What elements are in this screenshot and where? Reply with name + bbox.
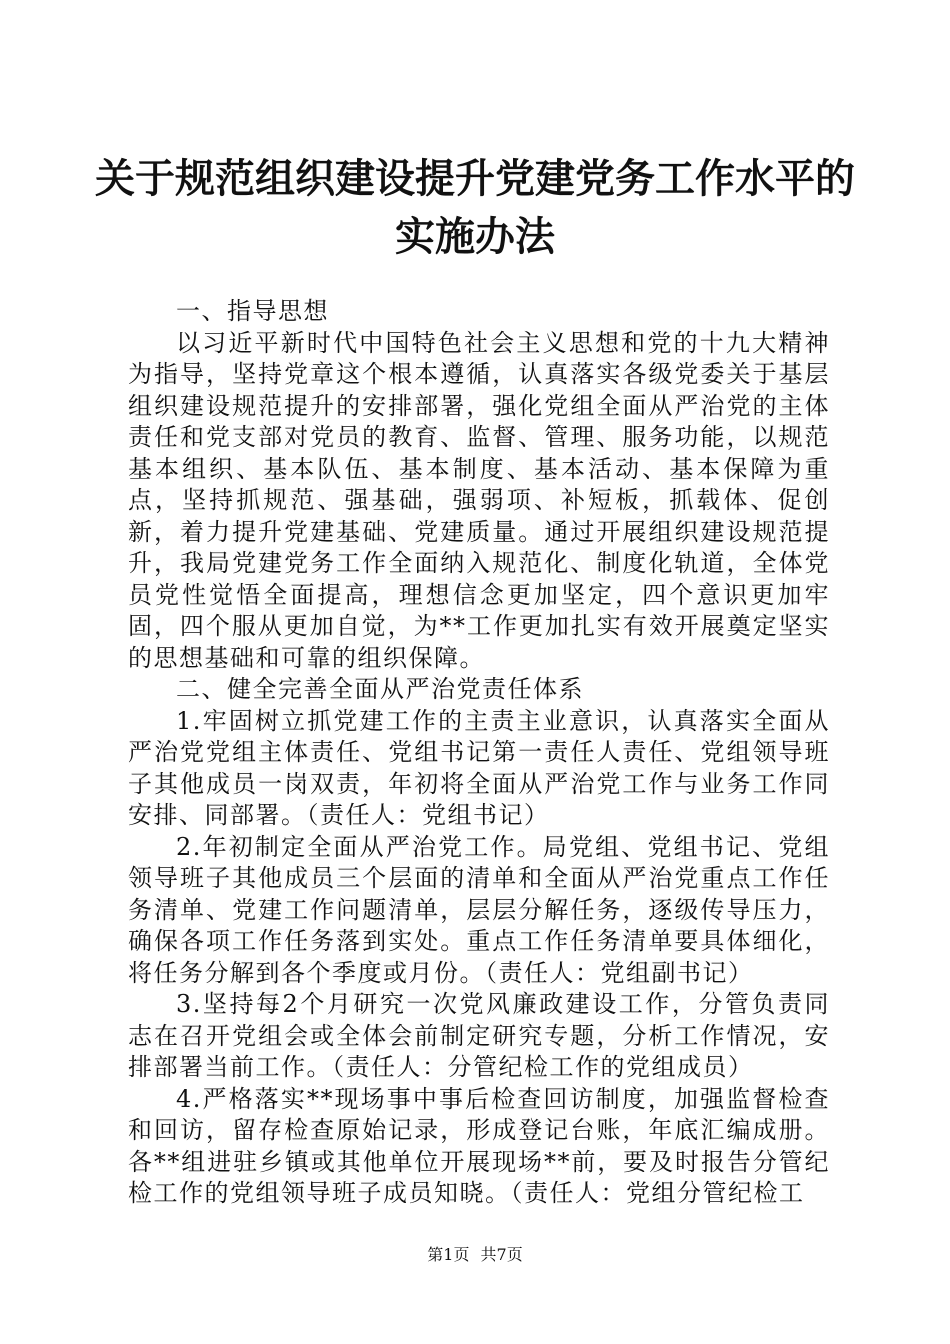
paragraph-item-4: 4.严格落实**现场事中事后检查回访制度，加强监督检查和回访，留存检查原始记录，形成登记台账，年底汇编成册。各**组进驻乡镇或其他单位开展现场**前，要及时报告分管纪检工作的党组领导班子成员知晓。（责任人：党组分管纪检工 bbox=[128, 1084, 830, 1207]
page-number: 第1页 bbox=[427, 1245, 470, 1264]
document-body bbox=[128, 296, 830, 1210]
paragraph-item-3: 3.坚持每2个月研究一次党风廉政建设工作，分管负责同志在召开党组会或全体会前制定研究专题，分析工作情况，安排部署当前工作。（责任人：分管纪检工作的党组成员） bbox=[128, 990, 830, 1081]
paragraph-guiding-thought: 以习近平新时代中国特色社会主义思想和党的十九大精神为指导，坚持党章这个根本遵循，认真落实各级党委关于基层组织建设规范提升的安排部署，强化党组全面从严治党的主体责任和党支部对党员的教育、监督、管理、服务功能，以规范基本组织、基本队伍、基本制度、基本活动、基本保障为重点，坚持抓规范、强基础，强弱项、补短板，抓载体、促创新，着力提升党建基础、党建质量。通过开展组织建设规范提升，我局党建党务工作全面纳入规范化、制度化轨道，全体党员党性觉悟全面提高，理想信念更加坚定，四个意识更加牢固，四个服从更加自觉，为**工作更加扎实有效开展奠定坚实的思想基础和可靠的组织保障。 bbox=[128, 328, 830, 672]
page-footer bbox=[0, 1245, 950, 1265]
paragraph-item-1: 1.牢固树立抓党建工作的主责主业意识，认真落实全面从严治党党组主体责任、党组书记第一责任人责任、党组领导班子其他成员一岗双责，年初将全面从严治党工作与业务工作同安排、同部署。（责任人：党组书记） bbox=[128, 706, 830, 829]
page-total: 共7页 bbox=[480, 1245, 523, 1264]
document-title: 关于规范组织建设提升党建党务工作水平的实施办法 bbox=[95, 155, 855, 260]
section-heading-guiding-thought: 一、指导思想 bbox=[176, 297, 329, 325]
paragraph-item-2: 2.年初制定全面从严治党工作。局党组、党组书记、党组领导班子其他成员三个层面的清单和全面从严治党重点工作任务清单、党建工作问题清单，层层分解任务，逐级传导压力，确保各项工作任务落到实处。重点工作任务清单要具体细化，将任务分解到各个季度或月份。（责任人：党组副书记） bbox=[128, 832, 830, 987]
section-heading-responsibility-system: 二、健全完善全面从严治党责任体系 bbox=[176, 675, 584, 703]
